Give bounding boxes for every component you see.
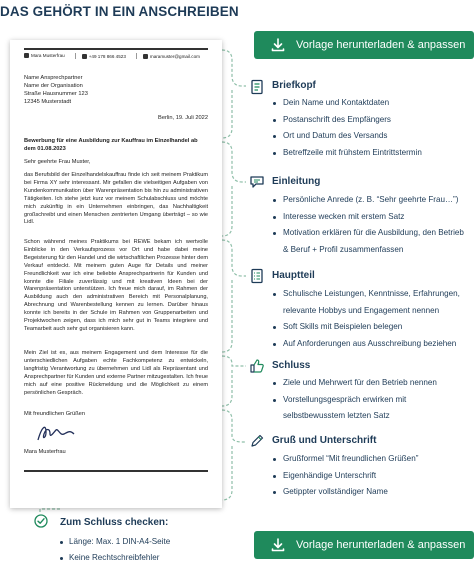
signature-name: Mara Musterfrau [24, 449, 66, 455]
section-bullets-briefkopf [272, 95, 422, 161]
list-item: Ziele und Mehrwert für den Betrieb nennen [272, 375, 437, 392]
list-item: selbstbewusstem letzten Satz [283, 411, 390, 420]
recipient-line: Name der Organisation [24, 83, 83, 89]
checklist-items [60, 534, 170, 565]
section-title-hauptteil: Hauptteil [272, 270, 315, 281]
list-item: Motivation erklären für die Ausbildung, den Betrieb [272, 225, 464, 242]
section-bullets-gruss [272, 451, 418, 501]
list-item: Eigenhändige Unterschrift [272, 468, 418, 485]
list-item: Getippter vollständiger Name [272, 484, 418, 501]
checklist-title: Zum Schluss checken: [60, 517, 169, 528]
contact-bar [24, 53, 214, 59]
contact-email: maramuster@gmail.com [149, 54, 200, 59]
list-item: Schulische Leistungen, Kenntnisse, Erfahrungen, [272, 286, 460, 303]
list-item: & Beruf + Profil zusammenfassen [283, 244, 404, 254]
section-bullets-einleitung [272, 192, 464, 258]
thumbs-up-icon [249, 358, 265, 374]
list-item: Interesse wecken mit erstem Satz [272, 209, 464, 226]
email-icon [143, 54, 148, 59]
recipient-line: Straße Hausnummer 123 [24, 91, 88, 97]
list-item: relevante Hobbys und Engagement nennen [283, 305, 440, 315]
list-item: Auf Anforderungen aus Ausschreibung beziehen [272, 336, 460, 353]
recipient-line: Name Ansprechpartner [24, 75, 83, 81]
letter-closing: Mit freundlichen Grüßen [24, 411, 86, 417]
list-document-icon [249, 268, 265, 284]
contact-phone: +49 178 866 4523 [88, 54, 126, 59]
download-button-label: Vorlage herunterladen & anpassen [296, 39, 466, 51]
contact-name: Mara Musterfrau [31, 53, 65, 58]
list-item: Länge: Max. 1 DIN-A4-Seite [60, 534, 170, 550]
letter-paragraph-3: Mein Ziel ist es, aus meinem Engagement und dem Interesse für die unterschiedlichen Aufgaben echte Fachkompetenz zu entwickeln, langfristig Verantwortung zu übernehmen und Lidl als Repräsentant und Ansprechpartner für Kunden und externe Partner mitzugestalten. Ich freue mich auf eine positive Rückmeldung und die Möglichkeit zu einem persönlichen Gespräch. [24, 350, 208, 396]
person-icon [24, 53, 29, 58]
list-item: Grußformel “Mit freundlichen Grüßen” [272, 451, 418, 468]
section-title-einleitung: Einleitung [272, 176, 321, 187]
list-item: Ort und Datum des Versands [272, 128, 422, 145]
download-template-button-top[interactable] [254, 31, 474, 59]
recipient-line: 12345 Musterstadt [24, 99, 72, 105]
pen-icon [249, 433, 265, 449]
list-item: Betreffzeile mit frühstem Eintrittstermin [272, 145, 422, 162]
list-item: Dein Name und Kontaktdaten [272, 95, 422, 112]
letter-date: Berlin, 19. Juli 2022 [158, 115, 208, 121]
document-icon [249, 79, 265, 95]
list-item: Persönliche Anrede (z. B. “Sehr geehrte Frau…”) [272, 192, 464, 209]
download-icon [270, 37, 286, 53]
signature-image [34, 422, 94, 444]
list-item: Keine Rechtschreibfehler [60, 550, 170, 566]
section-title-gruss: Gruß und Unterschrift [272, 435, 377, 446]
letter-subject: Bewerbung für eine Ausbildung zur Kauffrau im Einzelhandel ab dem 01.08.2023 [24, 138, 198, 152]
page-title: DAS GEHÖRT IN EIN ANSCHREIBEN [0, 4, 239, 19]
letter-paragraph-1: das Berufsbild der Einzelhandelskauffrau finde ich seit meinem Praktikum bei Firma XY sehr interessant. Mir gefallen die vielseitigen Aufgaben von Kundenkommunikation über Warenpräsentation bis hin zu administrativen Tätigkeiten. Ich stehe jetzt kurz vor meinem Schulabschluss und möchte mich zukünftig in ein Unternehmen einbringen, das Nachhaltigkeit großschreibt und einen Menschen zentrierten Umgang überträgt – so wie Lidl. [24, 172, 208, 226]
letter-paragraph-2: Schon während meines Praktikums bei REWE bekam ich wertvolle Einblicke in den Verkaufsprozess vor Ort und habe dabei meine Begeisterung für den Handel und die wirtschaftlichen Prozesse hinter dem Verkauf entdeckt. Mit meinem guten Auge für Details und meiner Freundlichkeit war ich eine beliebte Ansprechpartnerin für Kunden und konnte die Filiale zuverlässig und mit kreativen Ideen bei der Warenpräsentation unterstützen. Ich freue mich darauf, im Rahmen der Ausbildung auch den administrativen Bereich mit Personalplanung, Abrechnung und Warenbestellung kennen zu lernen. Darüber hinaus konnte ich bereits in der Schule im Rahmen von Gruppenarbeiten und Projektwochen zeigen, dass ich mich sehr gut in Teams integriere und Teamarbeit auch sehr gut organisieren kann. [24, 239, 208, 332]
download-button-label: Vorlage herunterladen & anpassen [296, 539, 466, 551]
section-title-schluss: Schluss [272, 360, 311, 371]
checkmark-circle-icon [34, 514, 48, 528]
list-item: Soft Skills mit Beispielen belegen [272, 319, 460, 336]
letter-preview [10, 40, 222, 508]
section-bullets-hauptteil [272, 286, 460, 352]
header-rule [24, 48, 208, 50]
list-item: Postanschrift des Empfängers [272, 112, 422, 129]
list-item: Vorstellungsgespräch erwirken mit [272, 392, 437, 409]
speech-bubble-icon [249, 174, 265, 190]
section-bullets-schluss [272, 375, 437, 425]
footer-rule [24, 470, 208, 472]
section-title-briefkopf: Briefkopf [272, 80, 316, 91]
phone-icon [82, 54, 87, 59]
letter-salutation: Sehr geehrte Frau Muster, [24, 159, 91, 165]
download-icon [270, 537, 286, 553]
download-template-button-bottom[interactable] [254, 531, 474, 559]
